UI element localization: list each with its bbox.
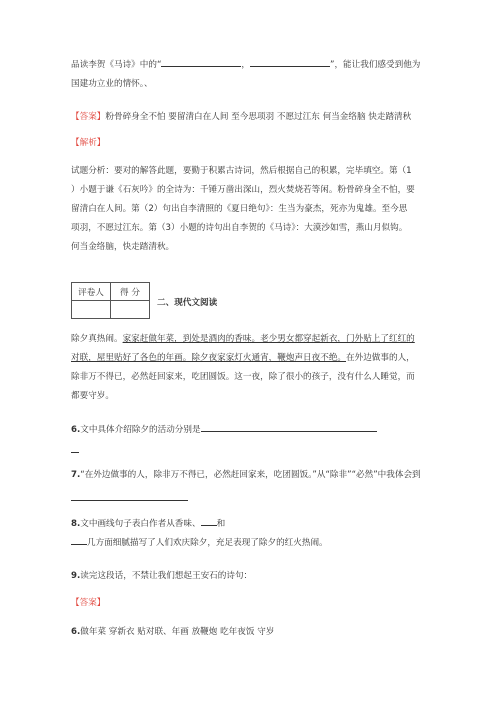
question-8-text-rest: 几方面细腻描写了人们欢庆除夕，充足表现了除夕的红火热闹。 bbox=[87, 538, 328, 548]
underlined-sentence-cont: 对联，屋里贴好了各色的年画。除夕夜家家灯火通宵，鞭炮声日夜不绝。 bbox=[71, 353, 347, 363]
question-9-number: 9. bbox=[71, 571, 81, 581]
answer-2 bbox=[71, 623, 436, 642]
answer-tag: 【答案】 bbox=[71, 598, 106, 608]
question-6-blank[interactable] bbox=[201, 422, 377, 432]
question-7-text: “在外边做事的人，除非万不得已，必然赶回家来，吃团圆饭。”从“除非”“必然”中我体会到 bbox=[80, 470, 421, 480]
blank-1[interactable] bbox=[161, 57, 241, 67]
score-header: 得 分 bbox=[111, 283, 150, 301]
reviewer-cell[interactable] bbox=[72, 301, 111, 319]
analysis-line: 留清白在人间。第（2）句出自李清照的《夏日绝句》：生当为豪杰，死亦为鬼雄。至今思 bbox=[71, 204, 408, 214]
blank-2[interactable] bbox=[250, 57, 330, 67]
reading-passage bbox=[71, 330, 436, 406]
analysis-line: 何当金络脑，快走踏清秋。 bbox=[71, 242, 175, 252]
answer-1 bbox=[71, 108, 436, 127]
question-7-blank[interactable] bbox=[71, 500, 188, 501]
poem-question-sep: ， bbox=[241, 60, 250, 70]
poem-question-line2: 国建功立业的情怀。、 bbox=[71, 79, 153, 89]
analysis-heading bbox=[71, 134, 436, 153]
analysis-line: 试题分析：要对的解答此题，要勤于积累古诗词，然后根据自己的积累，完毕填空。第（1 bbox=[71, 166, 412, 176]
question-8-blank-1[interactable] bbox=[201, 516, 217, 526]
answer-tag: 【答案】 bbox=[71, 112, 106, 122]
answer-2-number: 6. bbox=[71, 627, 81, 637]
question-6 bbox=[71, 421, 451, 440]
question-8-number: 8. bbox=[71, 519, 81, 529]
section-title: 二、现代文阅读 bbox=[157, 298, 218, 308]
analysis-tag: 【解析】 bbox=[71, 138, 106, 148]
question-6-number: 6. bbox=[71, 425, 81, 435]
answer-2-heading bbox=[71, 594, 436, 613]
passage-after-underline: 在外边做事的人， bbox=[346, 353, 415, 363]
answer-2-text: 做年菜 穿新衣 贴对联、年画 放鞭炮 吃年夜饭 守岁 bbox=[80, 627, 275, 637]
question-6-blank-cont[interactable] bbox=[71, 452, 79, 453]
question-8 bbox=[71, 515, 451, 553]
answer-1-text: 粉骨碎身全不怕 要留清白在人间 至今思项羽 不愿过江东 何当金络脑 快走踏清秋 bbox=[105, 112, 412, 122]
passage-line: 都要守岁。 bbox=[71, 391, 114, 401]
poem-question-suffix: ”，能让我们感受到他为 bbox=[330, 60, 421, 70]
question-8-blank-2[interactable] bbox=[71, 535, 87, 545]
question-7-number: 7. bbox=[71, 470, 81, 480]
passage-line: 除非万不得已，必然赶回家来，吃团圆饭。这一夜，除了很小的孩子，没有什么人睡觉，而 bbox=[71, 372, 415, 382]
question-7 bbox=[71, 466, 451, 485]
question-6-text: 文中具体介绍除夕的活动分别是 bbox=[80, 425, 201, 435]
reviewer-header: 评卷人 bbox=[72, 283, 111, 301]
analysis-line: 项羽，不愿过江东。第（3）小题的诗句出自李贺的《马诗》：大漠沙如雪，燕山月似钩。 bbox=[71, 223, 408, 233]
question-8-text: 文中画线句子表白作者从香味、 bbox=[80, 519, 201, 529]
question-9-text: 读完这段话，不禁让我们想起王安石的诗句： bbox=[80, 571, 253, 581]
question-8-text-and: 和 bbox=[216, 519, 226, 529]
score-cell[interactable] bbox=[111, 301, 150, 319]
score-table bbox=[71, 282, 150, 319]
passage-start: 除夕真热闹。 bbox=[71, 334, 123, 344]
poem-question-prefix: 品读李贺《马诗》中的“ bbox=[71, 60, 162, 70]
underlined-sentence: 家家赶做年菜，到处是酒肉的香味。老少男女都穿起新衣，门外贴上了红红的 bbox=[122, 334, 415, 344]
question-9 bbox=[71, 567, 451, 586]
analysis-line: ）小题于谦《石灰吟》的全诗为：千锤万凿出深山，烈火焚烧若等闲。粉骨碎身全不怕，要 bbox=[71, 185, 415, 195]
poem-question bbox=[71, 56, 436, 94]
analysis-body bbox=[71, 162, 436, 257]
